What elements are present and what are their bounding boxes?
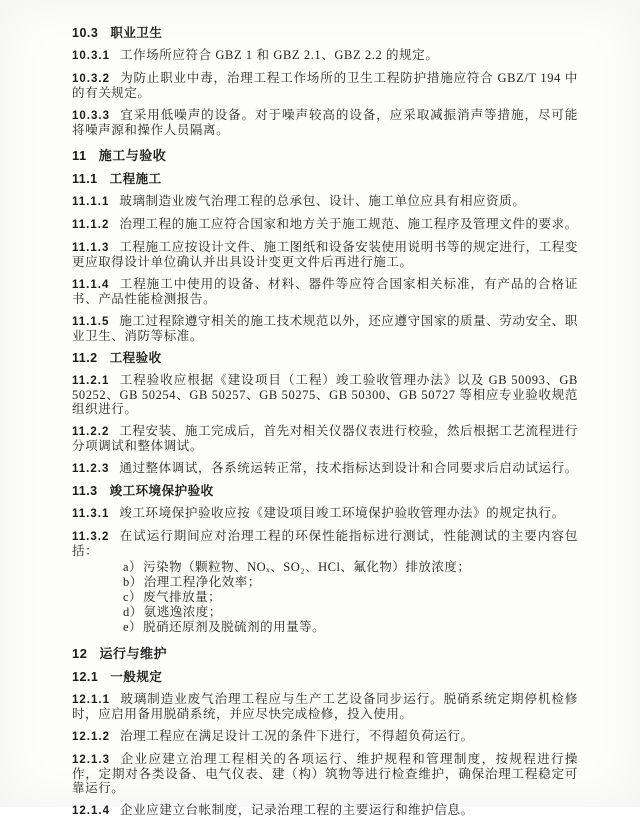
clause-number: 10.3.3 [72,110,110,122]
clause-number: 12.1.2 [72,731,110,743]
clause [72,729,578,744]
clause-number: 11.1.5 [72,316,110,328]
clause [72,314,578,343]
clause-number: 11.2.1 [72,375,110,387]
clause-number: 11.1.1 [72,196,110,208]
clause [72,692,578,721]
heading-number: 11 [72,148,87,163]
clause [72,277,578,306]
heading-number: 12 [72,646,88,661]
clause-number: 12.1.3 [72,754,110,766]
clause-text: 玻璃制造业废气治理工程应与生产工艺设备同步运行。脱硝系统定期停机检修时，应启用备用脱硝系统，并应尽快完成检修，投入使用。 [72,692,578,721]
clause-text: 为防止职业中毒，治理工程工作场所的卫生工程防护措施应符合 GBZ/T 194 中的有关规定。 [72,71,578,100]
clause-text: 工程施工应按设计文件、施工图纸和设备安装使用说明书等的规定进行，工程变更应取得设计单位确认并出具设计变更文件后再进行施工。 [72,240,578,269]
chapter-heading [72,647,578,661]
heading-title: 施工与验收 [98,148,167,163]
clause [72,71,578,100]
list-item-label: d） [123,605,143,619]
section-heading [72,351,578,365]
heading-title: 运行与维护 [99,646,167,661]
list-item-label: e） [123,620,143,634]
clause-text: 玻璃制造业废气治理工程的总承包、设计、施工单位应具有相应资质。 [119,194,526,208]
heading-number: 11.2 [72,351,98,365]
heading-title: 一般规定 [110,670,163,684]
chapter-heading [72,149,578,163]
clause [72,461,578,476]
clause-number: 11.1.4 [72,279,110,291]
heading-number: 11.3 [72,484,98,498]
clause [72,217,578,232]
clause [72,108,578,137]
heading-title: 竣工环境保护验收 [109,484,214,498]
list-item-label: b） [123,575,143,589]
clause-number: 11.2.2 [72,426,110,438]
clause-text: 治理工程的施工应符合国家和地方关于施工规范、施工程序及管理文件的要求。 [119,217,578,231]
clause [72,529,578,635]
heading-number: 11.1 [72,172,98,186]
list-item [123,605,578,620]
clause-text: 工作场所应符合 GBZ 1 和 GBZ 2.1、GBZ 2.2 的规定。 [119,48,439,62]
clause [72,752,578,795]
clause-text: 企业应建立台帐制度，记录治理工程的主要运行和维护信息。 [119,803,474,817]
clause-number: 11.1.3 [72,242,110,254]
list-item [123,560,578,575]
clause [72,48,578,63]
section-heading [72,484,578,498]
heading-title: 职业卫生 [110,26,163,40]
list-item-label: a） [123,560,143,574]
clause [72,240,578,269]
clause-text: 工程验收应根据《建设项目（工程）竣工验收管理办法》以及 GB 50093、GB 50252、GB 50254、GB 50257、GB 50275、GB 50300、GB 50727 等相应专业验收规范组织进行。 [72,373,578,416]
section-heading [72,670,578,684]
clause [72,424,578,453]
clause-text: 在试运行期间应对治理工程的环保性能指标进行测试，性能测试的主要内容包括： [72,529,578,558]
clause-text: 施工过程除遵守相关的施工技术规范以外，还应遵守国家的质量、劳动安全、职业卫生、消防等标准。 [72,314,578,343]
list-item [123,575,578,590]
heading-number: 10.3 [72,26,99,40]
clause-number: 10.3.1 [72,50,110,62]
clause-number: 11.1.2 [72,219,110,231]
list-item-label: c） [123,590,143,604]
clause [72,506,578,521]
clause [72,373,578,416]
clause-number: 11.2.3 [72,463,110,475]
clause-text: 竣工环境保护验收应按《建设项目竣工环境保护验收管理办法》的规定执行。 [119,506,565,520]
clause [72,194,578,209]
clause-number: 12.1.4 [72,805,110,817]
heading-number: 12.1 [72,670,99,684]
list-item-text: 脱硝还原剂及脱硫剂的用量等。 [143,620,326,634]
clause-number: 11.3.2 [72,531,110,543]
section-heading [72,172,578,186]
section-heading [72,26,578,40]
clause-text: 工程施工中使用的设备、材料、器件等应符合国家相关标准，有产品的合格证书、产品性能检测报告。 [72,277,578,306]
heading-title: 工程施工 [109,172,162,186]
list-item [123,620,578,635]
list-item-text: 氨逃逸浓度； [143,605,222,619]
clause-text: 通过整体调试，各系统运转正常，技术指标达到设计和合同要求后启动试运行。 [119,461,578,475]
heading-title: 工程验收 [109,351,162,365]
clause-text: 治理工程应在满足设计工况的条件下进行，不得超负荷运行。 [119,729,474,743]
clause-list [72,560,578,635]
clause-text: 工程安装、施工完成后，首先对相关仪器仪表进行校验，然后根据工艺流程进行分项调试和整体调试。 [72,424,578,453]
clause-number: 12.1.1 [72,694,110,706]
clause-text: 宜采用低噪声的设备。对于噪声较高的设备，应采取减振消声等措施，尽可能将噪声源和操作人员隔离。 [72,108,578,137]
clause-number: 10.3.2 [72,73,110,85]
list-item [123,590,578,605]
clause [72,803,578,818]
clause-text: 企业应建立治理工程相关的各项运行、维护规程和管理制度，按规程进行操作，定期对各类设备、电气仪表、建（构）筑物等进行检查维护，确保治理工程稳定可靠运行。 [72,752,578,795]
clause-number: 11.3.1 [72,508,110,520]
list-item-text: 污染物（颗粒物、NOₓ、SO₂、HCl、氟化物）排放浓度； [143,560,471,574]
list-item-text: 废气排放量； [143,590,222,604]
list-item-text: 治理工程净化效率； [143,575,261,589]
